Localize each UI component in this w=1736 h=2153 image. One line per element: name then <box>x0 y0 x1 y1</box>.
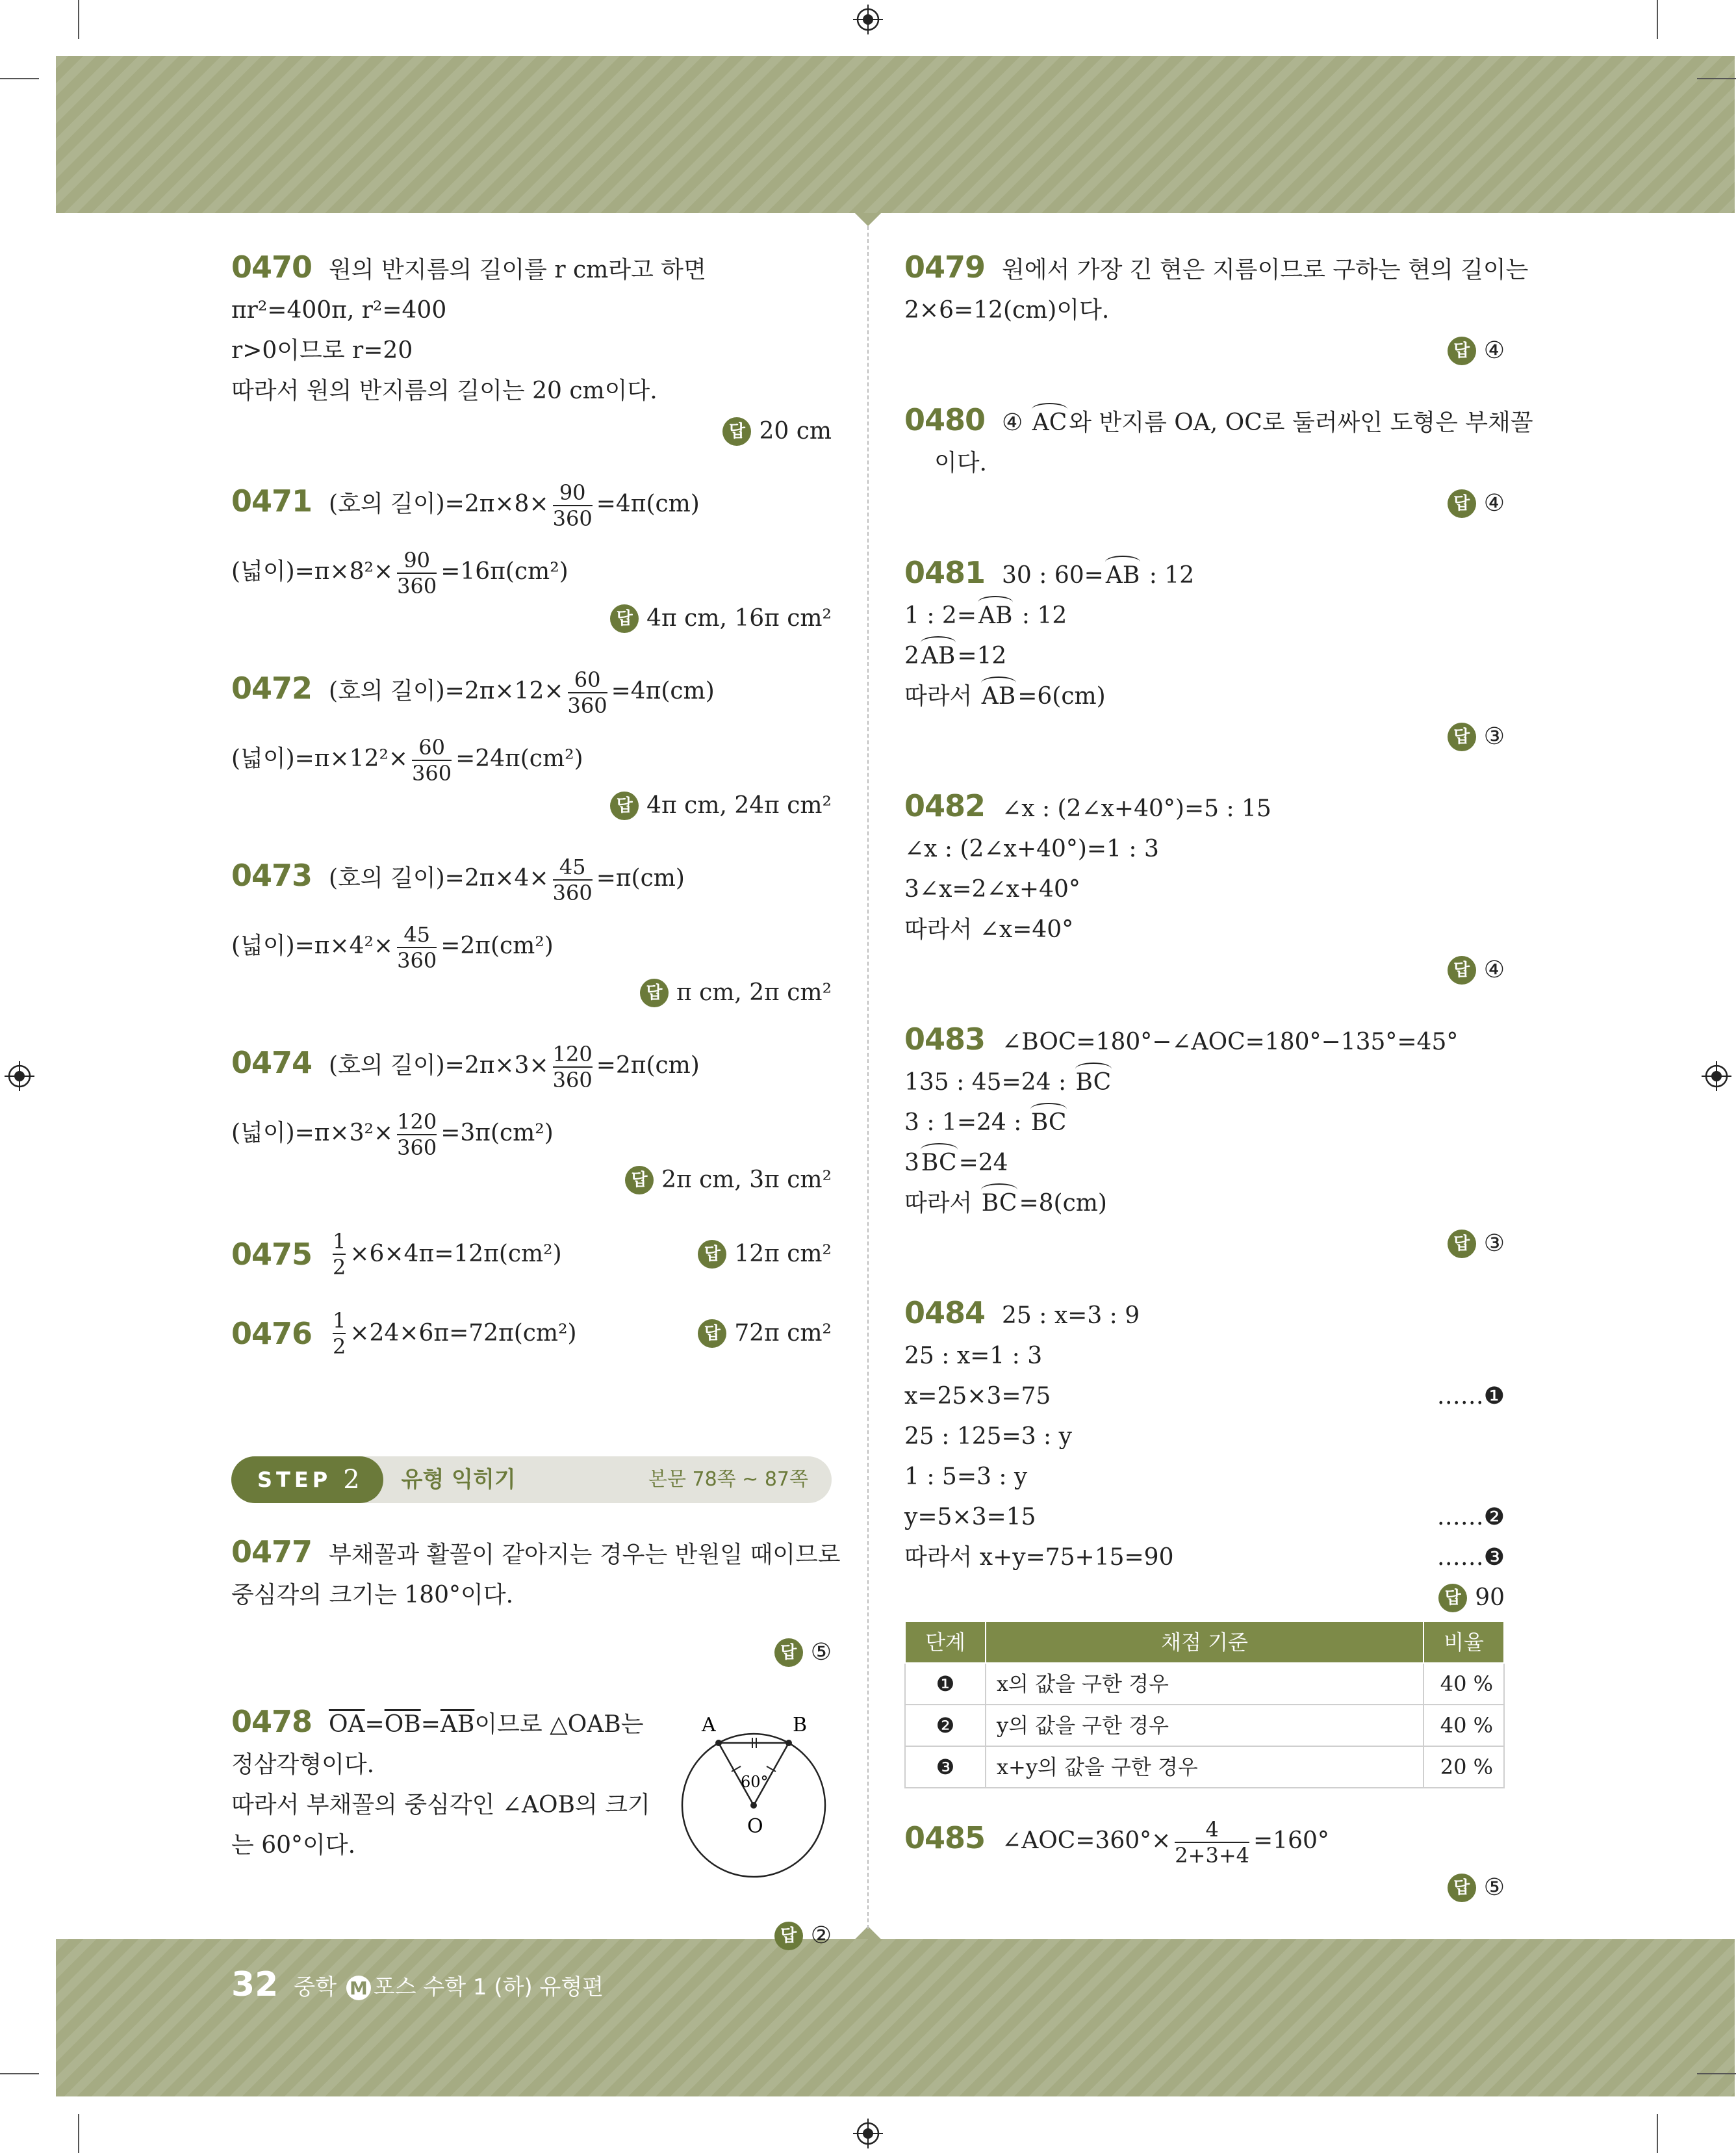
problem-0471 <box>231 480 832 639</box>
registration-mark-icon <box>1702 1061 1731 1091</box>
answer-value: 12π cm² <box>734 1241 832 1267</box>
answer-value: ⑤ <box>1483 1874 1505 1901</box>
problem-0474 <box>231 1042 832 1200</box>
equals-sign: = <box>364 1711 385 1738</box>
step-marker: ❶ <box>1483 1383 1505 1410</box>
formula-text: =3π(cm²) <box>440 1120 554 1146</box>
denominator: 360 <box>397 574 437 599</box>
answer <box>231 786 832 826</box>
fraction <box>1175 1817 1249 1868</box>
answer-badge: 답 <box>1448 337 1476 365</box>
answer-value: ③ <box>1483 723 1505 750</box>
table-cell: 40 % <box>1423 1705 1504 1746</box>
answer-badge: 답 <box>610 604 639 633</box>
answer-badge: 답 <box>1448 723 1476 751</box>
label-a: A <box>702 1714 716 1736</box>
arc-ab: AB <box>1104 556 1142 596</box>
answer <box>904 1224 1505 1264</box>
arc-bc: BC <box>1029 1103 1069 1143</box>
problem-number: 0474 <box>231 1045 313 1080</box>
problem-0475 <box>231 1229 832 1280</box>
solution-line: 2×6=12(cm)이다. <box>904 297 1110 324</box>
problem-0481 <box>904 552 1505 757</box>
trim-mark <box>1657 0 1658 39</box>
fraction <box>333 1308 346 1359</box>
solution-line: 따라서 ∠x=40° <box>904 916 1074 943</box>
formula-text: =4π(cm) <box>596 491 700 517</box>
circle-sector-figure <box>676 1701 832 1896</box>
page-number: 32 <box>231 1965 279 2004</box>
denominator: 360 <box>397 948 437 973</box>
solution-line: 따라서 x+y=75+15=90 <box>904 1544 1174 1571</box>
formula-text: =24 <box>958 1150 1008 1176</box>
fraction <box>553 480 593 531</box>
answer-badge: 답 <box>610 792 639 820</box>
formula-text: =2π(cm²) <box>440 933 554 959</box>
trim-mark <box>0 2073 39 2074</box>
numerator: 60 <box>412 735 452 761</box>
formula-text: (넓이)=π×8²× <box>231 558 394 585</box>
formula-text: ∠x : (2∠x+40°)=5 : 15 <box>1002 795 1271 822</box>
formula-text: (넓이)=π×3²× <box>231 1120 394 1146</box>
problem-number: 0485 <box>904 1820 986 1855</box>
arc-ab: AB <box>976 596 1014 636</box>
table-cell: ❷ <box>905 1705 986 1746</box>
trim-mark <box>1657 2114 1658 2153</box>
formula-text: =160° <box>1253 1827 1329 1854</box>
step-title: 유형 익히기 <box>401 1467 516 1493</box>
formula-text: ×6×4π=12π(cm²) <box>350 1241 562 1267</box>
formula-text: =2π(cm) <box>596 1052 700 1079</box>
solution-line: 이다. <box>934 450 987 476</box>
solution-line: 1 : 5=3 : y <box>904 1463 1028 1490</box>
problem-0477 <box>231 1532 841 1673</box>
formula-text: ∠AOC=360°× <box>1002 1827 1171 1854</box>
denominator: 360 <box>552 1068 593 1092</box>
problem-0479 <box>904 247 1529 371</box>
denominator: 360 <box>567 693 607 718</box>
answer-badge: 답 <box>722 417 751 446</box>
denominator: 2 <box>333 1334 346 1359</box>
formula-text: (호의 길이)=2π×12× <box>329 678 564 704</box>
column-divider <box>867 226 869 1929</box>
answer <box>904 950 1505 990</box>
m-logo-icon: M <box>346 1976 371 2000</box>
step-marker: ❷ <box>1483 1504 1505 1530</box>
solution-line: 따라서 부채꼴의 중심각인 ∠AOB의 크기 <box>231 1792 650 1818</box>
answer <box>231 599 832 639</box>
answer-badge: 답 <box>1448 956 1476 985</box>
solution-line: 부채꼴과 활꼴이 같아지는 경우는 반원일 때이므로 <box>329 1541 841 1568</box>
problem-0485 <box>904 1817 1505 1908</box>
problem-number: 0479 <box>904 250 986 285</box>
book-title-rest: 포스 수학 1 (하) 유형편 <box>373 1974 604 2000</box>
problem-number: 0471 <box>231 483 313 519</box>
answer-badge: 답 <box>625 1166 654 1194</box>
trim-mark <box>78 2114 79 2153</box>
problem-0480 <box>904 400 1533 524</box>
answer <box>698 1234 832 1274</box>
right-column <box>904 247 1533 1908</box>
trim-mark <box>0 78 39 79</box>
problem-number: 0478 <box>231 1704 313 1739</box>
table-header: 비율 <box>1423 1621 1504 1663</box>
arc-bc: BC <box>1074 1063 1114 1103</box>
footer-band <box>56 1939 1735 2096</box>
formula-text: (넓이)=π×12²× <box>231 745 409 772</box>
table-cell: y의 값을 구한 경우 <box>986 1705 1423 1746</box>
answer <box>904 331 1505 371</box>
problem-0470 <box>231 247 832 452</box>
step-dots: …… <box>1436 1383 1484 1410</box>
trim-mark <box>78 0 79 39</box>
formula-text: =6(cm) <box>1017 683 1106 710</box>
segment-ab: $\overline{AB}$ <box>440 1711 475 1738</box>
table-cell: 20 % <box>1423 1746 1504 1788</box>
answer-value: 4π cm, 24π cm² <box>646 792 832 819</box>
answer-value: 2π cm, 3π cm² <box>661 1167 832 1193</box>
equals-sign: = <box>420 1711 440 1738</box>
formula-text: : 12 <box>1014 602 1067 629</box>
numerator: 1 <box>333 1308 346 1333</box>
denominator: 360 <box>552 506 593 531</box>
numerator: 45 <box>553 855 593 881</box>
answer-value: ④ <box>1483 490 1505 517</box>
formula-text: =π(cm) <box>596 865 685 892</box>
table-cell: ❶ <box>905 1663 986 1705</box>
answer-badge: 답 <box>1438 1584 1467 1612</box>
fraction <box>333 1229 346 1280</box>
formula-text: 3 : 1=24 : <box>904 1109 1029 1136</box>
answer <box>904 717 1505 757</box>
trim-mark <box>1697 2073 1736 2074</box>
table-cell: x의 값을 구한 경우 <box>986 1663 1423 1705</box>
problem-number: 0482 <box>904 788 986 823</box>
formula-text: 따라서 <box>904 1190 980 1217</box>
formula-text: (넓이)=π×4²× <box>231 933 394 959</box>
problem-0476 <box>231 1308 832 1359</box>
answer <box>231 1916 832 1956</box>
solution-text: 와 반지름 OA, OC로 둘러싸인 도형은 부채꼴 <box>1069 409 1533 436</box>
numerator: 4 <box>1175 1817 1249 1843</box>
fraction <box>412 735 452 786</box>
formula-text: =4π(cm) <box>611 678 715 704</box>
fraction <box>397 1109 437 1160</box>
numerator: 120 <box>552 1042 593 1066</box>
problem-0484 <box>904 1293 1505 1788</box>
table-cell: x+y의 값을 구한 경우 <box>986 1746 1423 1788</box>
formula-text: ∠BOC=180°−∠AOC=180°−135°=45° <box>1002 1029 1459 1055</box>
denominator: 2+3+4 <box>1175 1843 1249 1868</box>
formula-text: : 12 <box>1142 562 1195 589</box>
formula-text: 135 : 45=24 : <box>904 1069 1074 1096</box>
solution-line: ∠x : (2∠x+40°)=1 : 3 <box>904 836 1159 862</box>
step-label: STEP <box>257 1467 332 1492</box>
formula-text: (호의 길이)=2π×4× <box>329 865 549 892</box>
answer <box>904 1868 1505 1908</box>
step-dots: …… <box>1436 1504 1484 1530</box>
header-band <box>56 56 1735 213</box>
arc-bc: BC <box>980 1183 1019 1224</box>
numerator: 120 <box>397 1109 437 1134</box>
answer-badge: 답 <box>774 1922 803 1950</box>
answer-badge: 답 <box>1448 1874 1476 1902</box>
fraction <box>553 1042 593 1092</box>
solution-line: 원의 반지름의 길이를 r cm라고 하면 <box>329 257 706 283</box>
solution-line: 25 : 125=3 : y <box>904 1423 1072 1450</box>
segment-oa: $\overline{OA}$ <box>329 1711 365 1738</box>
answer <box>904 1578 1505 1618</box>
answer <box>698 1313 832 1354</box>
table-row <box>905 1705 1504 1746</box>
point-a <box>715 1740 722 1746</box>
left-column <box>231 247 841 1956</box>
table-row <box>905 1663 1504 1705</box>
book-title <box>294 1969 604 2001</box>
answer-badge: 답 <box>698 1240 726 1269</box>
denominator: 2 <box>333 1255 346 1280</box>
answer-value: ④ <box>1483 957 1505 983</box>
answer-value: ④ <box>1483 337 1505 364</box>
problem-number: 0470 <box>231 250 313 285</box>
solution-line: x=25×3=75 <box>904 1383 1051 1410</box>
problem-0473 <box>231 855 832 1013</box>
solution-line: r>0이므로 r=20 <box>231 337 413 364</box>
formula-text: (호의 길이)=2π×8× <box>329 491 549 517</box>
answer-badge: 답 <box>1448 489 1476 518</box>
numerator: 45 <box>397 922 437 948</box>
formula-text: 1 : 2= <box>904 602 976 629</box>
answer-value: ⑤ <box>810 1639 832 1666</box>
formula-text: =24π(cm²) <box>455 745 583 772</box>
formula-text: =16π(cm²) <box>440 558 568 585</box>
formula-text: 3 <box>904 1150 919 1176</box>
denominator: 360 <box>552 881 593 905</box>
angle-label: 60° <box>741 1773 769 1791</box>
problem-number: 0472 <box>231 671 313 706</box>
problem-number: 0473 <box>231 858 313 893</box>
answer-badge: 답 <box>774 1638 803 1667</box>
answer-value: 72π cm² <box>734 1320 832 1347</box>
solution-line: πr²=400π, r²=400 <box>231 297 447 324</box>
solution-line: 따라서 원의 반지름의 길이는 20 cm이다. <box>231 378 657 404</box>
answer-value: ② <box>810 1922 832 1949</box>
solution-text: 이므로 △OAB는 <box>474 1711 644 1738</box>
formula-text: 2 <box>904 643 919 669</box>
solution-line: y=5×3=15 <box>904 1504 1036 1530</box>
fraction <box>568 667 607 718</box>
answer <box>904 483 1505 524</box>
step-page-range: 본문 78쪽 ~ 87쪽 <box>648 1468 808 1491</box>
point-b <box>785 1740 792 1746</box>
denominator: 360 <box>397 1135 437 1160</box>
table-cell: 40 % <box>1423 1663 1504 1705</box>
segment-ob: $\overline{OB}$ <box>384 1711 421 1738</box>
answer-value: 20 cm <box>759 418 832 445</box>
fraction <box>397 548 437 599</box>
formula-text: (호의 길이)=2π×3× <box>329 1052 549 1079</box>
solution-line: 정삼각형이다. <box>231 1751 375 1778</box>
registration-mark-icon <box>853 5 883 34</box>
step-banner <box>231 1456 832 1503</box>
answer-value: 4π cm, 16π cm² <box>646 605 832 632</box>
formula-text: 따라서 <box>904 683 980 710</box>
fraction <box>553 855 593 905</box>
step-dots: …… <box>1436 1544 1484 1571</box>
book-title-prefix: 중학 <box>294 1974 337 2000</box>
problem-number: 0481 <box>904 555 986 590</box>
answer-value: ③ <box>1483 1230 1505 1257</box>
answer-value: π cm, 2π cm² <box>676 979 832 1006</box>
numerator: 60 <box>568 667 607 693</box>
point-o <box>750 1802 757 1809</box>
formula-text: ×24×6π=72π(cm²) <box>350 1320 577 1347</box>
scoring-table <box>904 1621 1505 1788</box>
table-header: 단계 <box>905 1621 986 1663</box>
registration-mark-icon <box>853 2119 883 2148</box>
label-o: O <box>747 1815 763 1838</box>
formula-text: 25 : x=3 : 9 <box>1002 1302 1140 1329</box>
page-footer <box>231 1965 604 2004</box>
problem-0472 <box>231 667 832 826</box>
problem-number: 0475 <box>231 1237 313 1272</box>
answer <box>231 1632 832 1673</box>
problem-number: 0480 <box>904 402 986 437</box>
formula-text: =12 <box>957 643 1007 669</box>
fraction <box>397 922 437 973</box>
solution-line: 중심각의 크기는 180°이다. <box>231 1582 514 1608</box>
registration-mark-icon <box>5 1061 34 1091</box>
step-pill <box>231 1456 383 1503</box>
solution-line: 는 60°이다. <box>231 1832 356 1859</box>
solution-line: 25 : x=1 : 3 <box>904 1343 1043 1369</box>
problem-0478 <box>231 1701 832 1916</box>
step-marker: ❸ <box>1483 1544 1505 1571</box>
trim-mark <box>1697 78 1736 79</box>
arc-ab: AB <box>980 677 1017 717</box>
table-header: 채점 기준 <box>986 1621 1423 1663</box>
problem-number: 0483 <box>904 1022 986 1057</box>
answer-badge: 답 <box>1448 1230 1476 1258</box>
formula-text: =8(cm) <box>1019 1190 1107 1217</box>
numerator: 90 <box>397 548 437 574</box>
solution-text: ④ <box>1002 409 1030 436</box>
table-cell: ❸ <box>905 1746 986 1788</box>
answer-badge: 답 <box>698 1319 726 1348</box>
answer <box>231 1160 832 1200</box>
problem-number: 0477 <box>231 1534 313 1569</box>
arc-ac: AC <box>1030 403 1069 443</box>
arc-ab: AB <box>919 636 957 677</box>
problem-0483 <box>904 1019 1505 1264</box>
step-number: 2 <box>343 1465 360 1495</box>
arc-bc: BC <box>919 1143 959 1183</box>
solution-line: 원에서 가장 긴 현은 지름이므로 구하는 현의 길이는 <box>1002 257 1529 283</box>
table-row <box>905 1746 1504 1788</box>
numerator: 1 <box>333 1229 346 1254</box>
answer <box>231 973 832 1013</box>
denominator: 360 <box>412 761 452 786</box>
answer <box>231 411 832 452</box>
answer-badge: 답 <box>640 979 669 1007</box>
answer-value: 90 <box>1475 1584 1505 1611</box>
solution-line: 3∠x=2∠x+40° <box>904 876 1080 903</box>
problem-number: 0476 <box>231 1316 313 1351</box>
formula-text: 30 : 60= <box>1002 562 1104 589</box>
top-band-notch <box>855 213 881 226</box>
numerator: 90 <box>553 480 593 506</box>
problem-number: 0484 <box>904 1295 986 1330</box>
label-b: B <box>793 1714 808 1736</box>
problem-0482 <box>904 786 1505 990</box>
